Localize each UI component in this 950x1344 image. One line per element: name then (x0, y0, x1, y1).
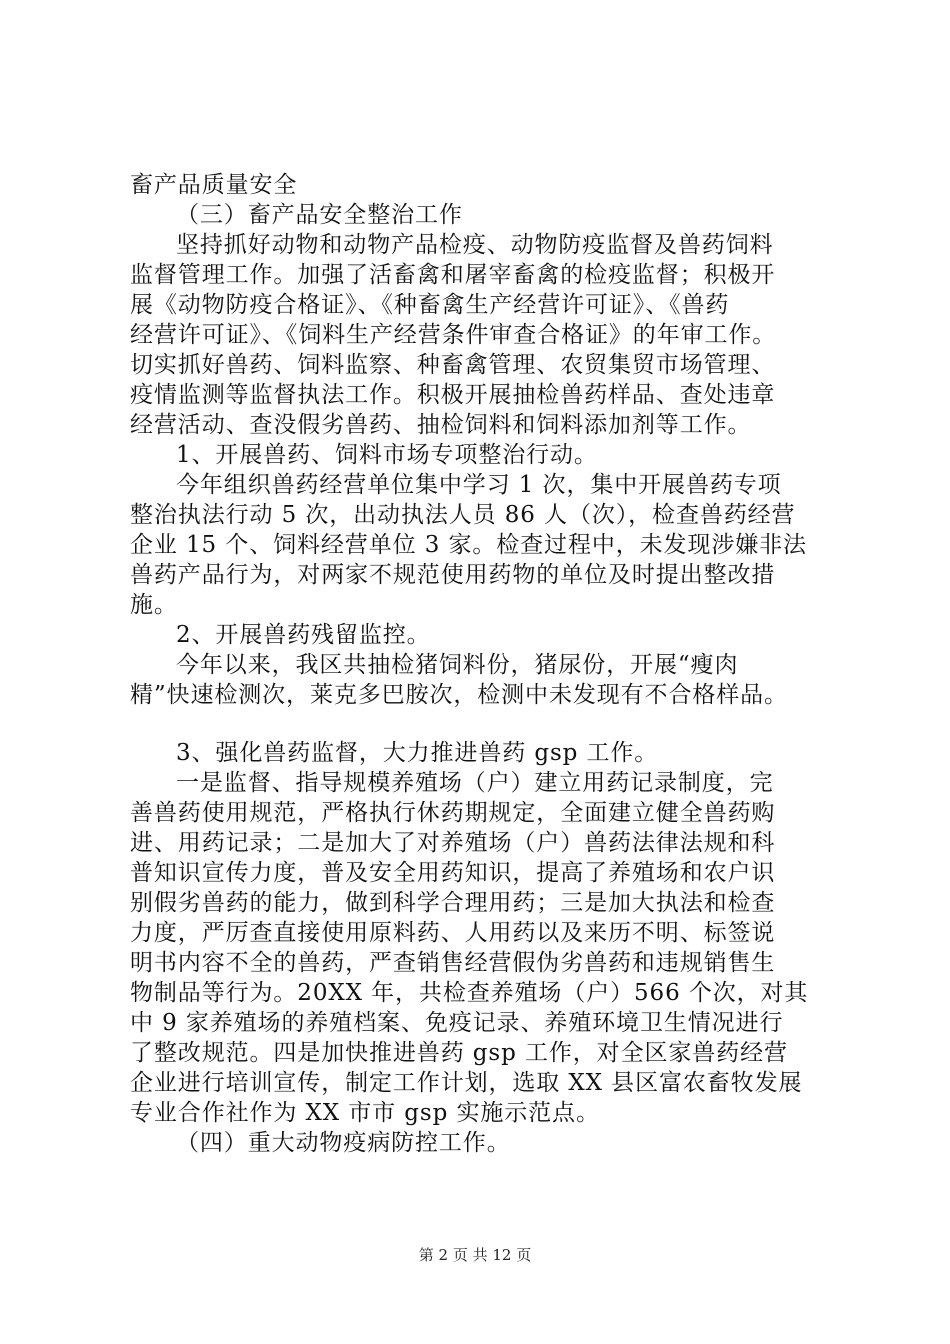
text-line: 展《动物防疫合格证》、《种畜禽生产经营许可证》、《兽药 (130, 292, 730, 318)
text-line: 明书内容不全的兽药，严查销售经营假伪劣兽药和违规销售生 (130, 950, 776, 976)
subsection-heading: 1、开展兽药、饲料市场专项整治行动。 (176, 442, 598, 468)
text-line: 一是监督、指导规模养殖场（户）建立用药记录制度，完 (176, 770, 774, 796)
text-line: 精”快速检测次，莱克多巴胺次，检测中未发现有不合格样品。 (130, 682, 788, 708)
text-line: 进、用药记录；二是加大了对养殖场（户）兽药法律法规和科 (130, 830, 776, 856)
document-body (130, 170, 830, 1158)
text-line: 了整改规范。四是加快推进兽药 gsp 工作，对全区家兽药经营 (130, 1040, 788, 1066)
text-line: 力度，严厉查直接使用原料药、人用药以及来历不明、标签说 (130, 920, 776, 946)
page-footer: 第 2 页 共 12 页 (418, 1246, 532, 1264)
text-line: 兽药产品行为，对两家不规范使用药物的单位及时提出整改措 (130, 562, 776, 588)
text-line: 经营活动、查没假劣兽药、抽检饲料和饲料添加剂等工作。 (130, 412, 752, 438)
text-line: 普知识宣传力度，普及安全用药知识，提高了养殖场和农户识 (130, 860, 776, 886)
text-line: 企业 15 个、饲料经营单位 3 家。检查过程中，未发现涉嫌非法 (130, 532, 807, 558)
text-line: 经营许可证》、《饲料生产经营条件审查合格证》的年审工作。 (130, 322, 777, 348)
subsection-heading: 2、开展兽药残留监控。 (176, 622, 431, 648)
text-line: 善兽药使用规范，严格执行休药期规定，全面建立健全兽药购 (130, 800, 776, 826)
text-line: 今年以来，我区共抽检猪饲料份，猪尿份，开展“瘦肉 (176, 652, 739, 678)
text-line: 施。 (130, 592, 178, 618)
text-line: 坚持抓好动物和动物产品检疫、动物防疫监督及兽药饲料 (176, 232, 774, 258)
text-line: 畜产品质量安全 (130, 172, 298, 198)
text-line: 切实抓好兽药、饲料监察、种畜禽管理、农贸集贸市场管理、 (130, 352, 776, 378)
text-line: 别假劣兽药的能力，做到科学合理用药；三是加大执法和检查 (130, 890, 776, 916)
text-line: 中 9 家养殖场的养殖档案、免疫记录、养殖环境卫生情况进行 (130, 1010, 784, 1036)
section-heading: （三）畜产品安全整治工作 (176, 202, 463, 228)
text-line: 专业合作社作为 XX 市市 gsp 实施示范点。 (130, 1100, 600, 1126)
text-line: 今年组织兽药经营单位集中学习 1 次，集中开展兽药专项 (176, 472, 782, 498)
text-line: 整治执法行动 5 次，出动执法人员 86 人（次），检查兽药经营 (130, 502, 796, 528)
text-line: 疫情监测等监督执法工作。积极开展抽检兽药样品、查处违章 (130, 382, 776, 408)
text-line: 物制品等行为。20XX 年，共检查养殖场（户）566 个次，对其 (130, 980, 809, 1006)
subsection-heading: 3、强化兽药监督，大力推进兽药 gsp 工作。 (176, 740, 659, 766)
section-heading: （四）重大动物疫病防控工作。 (176, 1130, 511, 1156)
text-line: 监督管理工作。加强了活畜禽和屠宰畜禽的检疫监督；积极开 (130, 262, 776, 288)
text-line: 企业进行培训宣传，制定工作计划，选取 XX 县区富农畜牧发展 (130, 1070, 803, 1096)
